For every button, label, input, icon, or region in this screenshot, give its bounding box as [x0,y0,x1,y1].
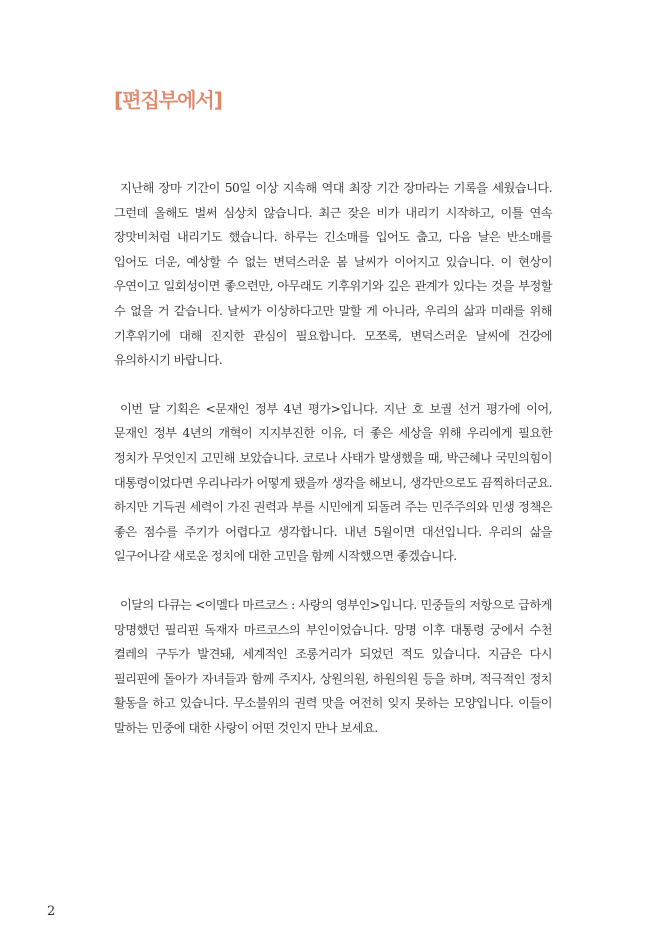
page-title: 편집부에서 [122,88,214,112]
editorial-body [114,176,552,740]
paragraph-feature: 이번 달 기획은 <문재인 정부 4년 평가>입니다. 지난 호 보궐 선거 평가에 이어, 문재인 정부 4년의 개혁이 지지부진한 이유, 더 좋은 세상을 위해 우리에게 필요한 정치가 무엇인지 고민해 보았습니다. 코로나 사태가 발생했을 때, 박근혜나 국민의힘이 대통령이었다면 우리나라가 어떻게 됐을까 생각을 해보니, 생각만으로도 끔찍하더군요. 하지만 기득권 세력이 가진 권력과 부를 시민에게 되돌려 주는 민주주의와 민생 정책은 좋은 점수를 주기가 어렵다고 생각합니다. 내년 5월이면 대선입니다. 우리의 삶을 일구어나갈 새로운 정치에 대한 고민을 함께 시작했으면 좋겠습니다. [114,401,552,564]
paragraph-documentary: 이달의 다큐는 <이멜다 마르코스 : 사랑의 영부인>입니다. 민중들의 저항으로 급하게 망명했던 필리핀 독재자 마르코스의 부인이었습니다. 망명 이후 대통령 궁에서 수천 켤레의 구두가 발견돼, 세계적인 조롱거리가 되었던 적도 있습니다. 지금은 다시 필리핀에 돌아가 자녀들과 함께 주지사, 상원의원, 하원의원 등을 하며, 적극적인 정치 활동을 하고 있습니다. 무소불위의 권력 맛을 여전히 잊지 못하는 모양입니다. 이들이 말하는 민중에 대한 사랑이 어떤 것인지 만나 보세요. [114,597,552,735]
page-number: 2 [47,904,56,919]
paragraph-weather: 지난해 장마 기간이 50일 이상 지속해 역대 최장 기간 장마라는 기록을 세웠습니다. 그런데 올해도 벌써 심상치 않습니다. 최근 잦은 비가 내리기 시작하고, 이틀 연속 장맛비처럼 내리기도 했습니다. 하루는 긴소매를 입어도 춥고, 다음 날은 반소매를 입어도 더운, 예상할 수 없는 변덕스러운 봄 날씨가 이어지고 있습니다. 이 현상이 우연이고 일회성이면 좋으련만, 아무래도 기후위기와 깊은 관계가 있다는 것을 부정할 수 없을 거 같습니다. 날씨가 이상하다고만 말할 게 아니라, 우리의 삶과 미래를 위해 기후위기에 대해 진지한 관심이 필요합니다. 모쪼록, 변덕스러운 날씨에 건강에 유의하시기 바랍니다. [114,181,552,368]
title-bracket-open: [ [114,88,123,112]
section-title [114,84,222,113]
title-bracket-close: ] [213,88,222,112]
